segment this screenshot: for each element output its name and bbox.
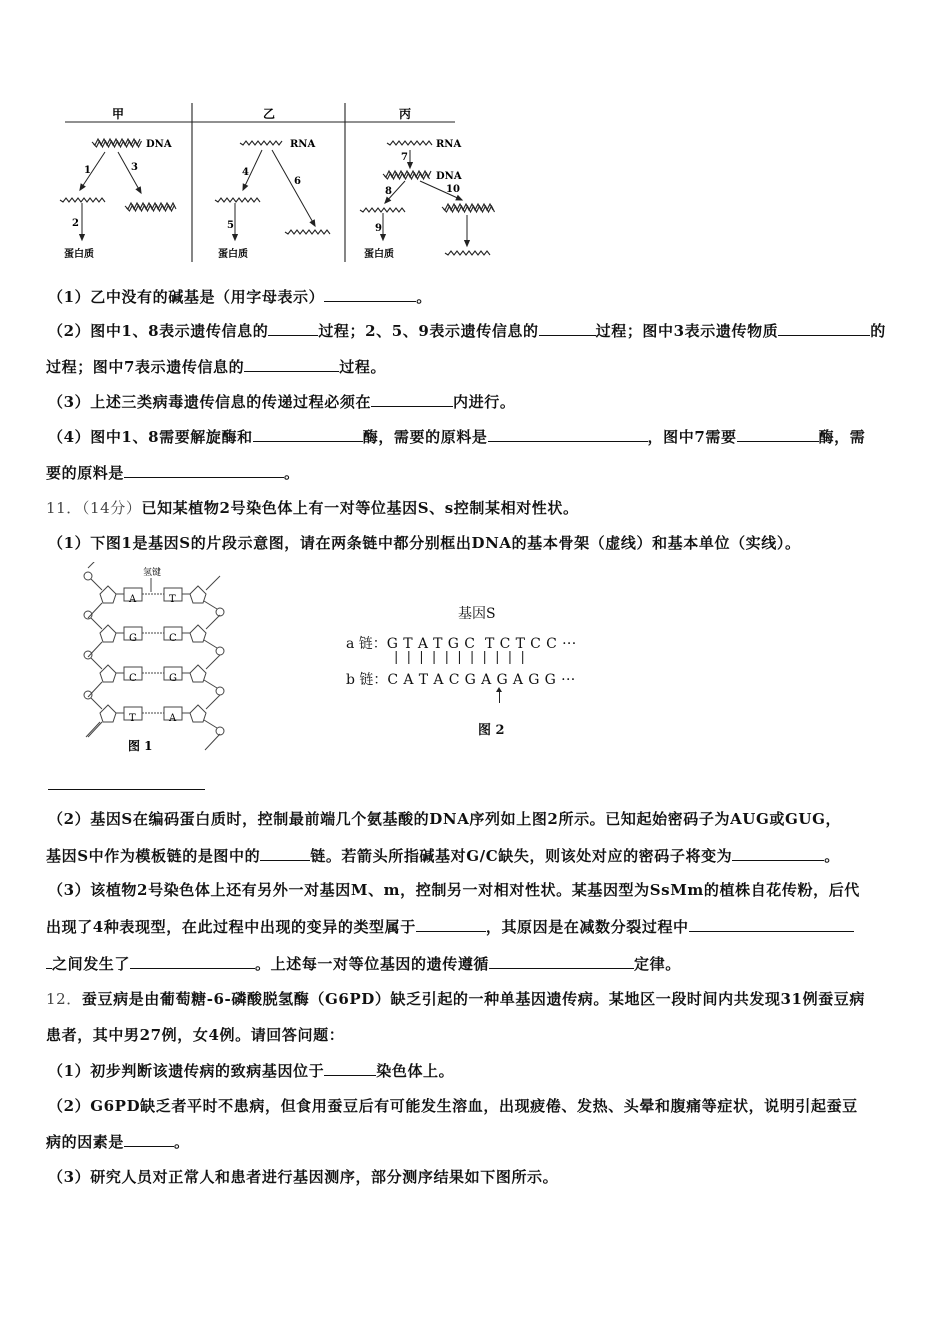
arrow-head-icon bbox=[233, 234, 238, 240]
q10-p2-text: 过程；图中7表示遗传信息的 bbox=[46, 358, 245, 376]
phosphate-icon bbox=[216, 647, 224, 655]
label-protein-jia: 蛋白质 bbox=[64, 249, 94, 260]
q11-p2-text: 链。若箭头所指碱基对G/C缺失，则该处对应的密码子将变为 bbox=[310, 847, 733, 865]
q11-part3-cont bbox=[46, 917, 854, 937]
q11-p3-text: 之间发生了 bbox=[52, 955, 131, 973]
answer-blank[interactable] bbox=[268, 321, 318, 336]
strand-b-label: b 链： bbox=[346, 672, 388, 688]
phosphate-icon bbox=[216, 608, 224, 616]
arrow-head-icon bbox=[243, 184, 247, 190]
arrow bbox=[272, 150, 315, 226]
header-jia: 甲 bbox=[112, 107, 125, 121]
step-9: 9 bbox=[375, 223, 382, 234]
strand-a-sequence: G T A T G C T C T C C ··· bbox=[386, 636, 577, 652]
answer-blank[interactable] bbox=[244, 357, 339, 372]
base-left-3: C bbox=[129, 673, 137, 684]
deoxyribose-icon bbox=[190, 705, 206, 722]
q10-p2-text: （2）图中1、8表示遗传信息的 bbox=[48, 322, 269, 340]
q10-p3-text: （3）上述三类病毒遗传信息的传递过程必须在 bbox=[48, 393, 372, 411]
q11-p3-text: 。上述每一对等位基因的遗传遵循 bbox=[255, 955, 490, 973]
answer-blank[interactable] bbox=[324, 1061, 376, 1076]
answer-blank[interactable] bbox=[260, 846, 310, 861]
dna-strand bbox=[127, 205, 175, 211]
rna-strand bbox=[240, 141, 282, 145]
virus-info-flow-diagram bbox=[0, 0, 520, 270]
bond bbox=[206, 655, 220, 669]
step-10: 10 bbox=[446, 184, 460, 195]
q12-p2-text: 病的因素是 bbox=[46, 1133, 125, 1151]
answer-blank[interactable] bbox=[416, 917, 486, 932]
bond bbox=[204, 720, 217, 728]
q10-p4-text: 酶，需 bbox=[818, 428, 866, 446]
q11-stem bbox=[46, 498, 579, 518]
answer-line[interactable] bbox=[48, 789, 205, 790]
label-rna-yi: RNA bbox=[290, 139, 316, 150]
base-left-4: T bbox=[129, 713, 136, 724]
q11-part2: （2）基因S在编码蛋白质时，控制最前端几个氨基酸的DNA序列如上图2所示。已知起始密码子为AUG或GUG， bbox=[48, 810, 842, 828]
base-right-3: G bbox=[169, 673, 177, 684]
bond bbox=[91, 618, 102, 629]
step-7: 7 bbox=[401, 152, 408, 163]
q12-part1 bbox=[48, 1061, 454, 1081]
answer-blank[interactable] bbox=[689, 917, 854, 932]
step-3: 3 bbox=[131, 162, 138, 173]
bond bbox=[88, 722, 102, 737]
bond bbox=[91, 698, 102, 709]
base-left-1: A bbox=[129, 594, 137, 605]
bond bbox=[91, 658, 102, 669]
arrow-head-icon bbox=[80, 234, 85, 240]
bond bbox=[86, 722, 100, 737]
q11-part2-cont bbox=[46, 846, 840, 866]
q10-part4 bbox=[48, 427, 865, 447]
step-6: 6 bbox=[294, 176, 301, 187]
rna-strand bbox=[285, 230, 330, 234]
q10-part3 bbox=[48, 392, 515, 412]
q10-p2-text: 的 bbox=[870, 322, 886, 340]
answer-blank[interactable] bbox=[324, 287, 416, 302]
q11-p2-text: 基因S中作为模板链的是图中的 bbox=[46, 847, 261, 865]
q10-part2 bbox=[48, 321, 886, 341]
figure-1-caption: 图 1 bbox=[128, 739, 153, 753]
answer-blank[interactable] bbox=[488, 427, 648, 442]
header-yi: 乙 bbox=[263, 107, 276, 121]
arrow-head-icon bbox=[465, 240, 470, 246]
q10-part4-cont bbox=[46, 463, 300, 483]
deoxyribose-icon bbox=[100, 705, 116, 722]
bond bbox=[206, 576, 220, 590]
q10-part1 bbox=[48, 287, 432, 307]
base-right-1: T bbox=[169, 594, 176, 605]
rna-strand bbox=[215, 198, 260, 202]
q11-p3-text: ，其原因是在减数分裂过程中 bbox=[485, 918, 689, 936]
q12-stem-cont: 患者，其中男27例，女4例。请回答问题： bbox=[46, 1026, 345, 1044]
question-number: 12． bbox=[46, 990, 82, 1008]
bond bbox=[88, 642, 102, 657]
answer-blank[interactable] bbox=[539, 321, 596, 336]
q12-p1-text: 染色体上。 bbox=[376, 1062, 455, 1080]
label-protein-bing: 蛋白质 bbox=[364, 249, 394, 260]
question-score: （14分） bbox=[81, 499, 142, 517]
q12-p2-text: 。 bbox=[174, 1133, 190, 1151]
bond bbox=[206, 695, 220, 709]
q10-p2-text: 过程；图中3表示遗传物质 bbox=[595, 322, 779, 340]
phosphate-icon bbox=[216, 687, 224, 695]
q10-p4-text: （4）图中1、8需要解旋酶和 bbox=[48, 428, 253, 446]
step-1: 1 bbox=[84, 165, 91, 176]
label-dna-bing: DNA bbox=[436, 171, 462, 182]
step-5: 5 bbox=[227, 220, 234, 231]
phosphate-icon bbox=[216, 727, 224, 735]
answer-blank[interactable] bbox=[124, 1132, 174, 1147]
deoxyribose-icon bbox=[190, 586, 206, 603]
bond bbox=[204, 680, 217, 688]
answer-blank[interactable] bbox=[371, 392, 453, 407]
answer-blank[interactable] bbox=[732, 846, 824, 861]
q12-part3: （3）研究人员对正常人和患者进行基因测序，部分测序结果如下图所示。 bbox=[48, 1168, 559, 1186]
arrow-head-icon bbox=[310, 220, 315, 226]
arrow-head-icon bbox=[381, 234, 386, 240]
q10-p2-text: 过程。 bbox=[339, 358, 387, 376]
figure-2-caption: 图 2 bbox=[478, 723, 505, 738]
phosphate-icon bbox=[84, 572, 92, 580]
q10-p3-text: 内进行。 bbox=[453, 393, 516, 411]
answer-blank[interactable] bbox=[253, 427, 363, 442]
strand-a-label: a 链： bbox=[346, 636, 387, 652]
answer-blank[interactable] bbox=[124, 463, 284, 478]
base-left-2: G bbox=[129, 633, 137, 644]
deoxyribose-icon bbox=[190, 625, 206, 642]
deoxyribose-icon bbox=[100, 625, 116, 642]
header-bing: 丙 bbox=[399, 107, 412, 121]
q11-p3-text: 定律。 bbox=[634, 955, 681, 973]
label-dna-jia: DNA bbox=[146, 139, 172, 150]
base-right-4: A bbox=[169, 713, 177, 724]
q11-part3: （3）该植物2号染色体上还有另外一对基因M、m，控制另一对相对性状。某基因型为SsMm的植株自花传粉，后代 bbox=[48, 881, 860, 899]
base-pair-bars: | | | | | | | | | | | bbox=[394, 650, 525, 665]
arrow-head-icon bbox=[408, 162, 413, 168]
bond bbox=[88, 562, 98, 568]
answer-blank[interactable] bbox=[489, 954, 634, 969]
strand-b-sequence: C A T A C G A G A G G ··· bbox=[387, 672, 576, 688]
q10-part2-cont bbox=[46, 357, 386, 377]
q10-p4-text: 酶，需要的原料是 bbox=[362, 428, 488, 446]
q10-p1-text: （1）乙中没有的碱基是（用字母表示） bbox=[48, 288, 325, 306]
q11-p3-text: 出现了4种表现型，在此过程中出现的变异的类型属于 bbox=[46, 918, 416, 936]
dna-strand bbox=[94, 141, 142, 147]
rna-strand bbox=[60, 198, 105, 202]
step-2: 2 bbox=[72, 218, 79, 229]
q12-stem-text: 蚕豆病是由葡萄糖-6-磷酸脱氢酶（G6PD）缺乏引起的一种单基因遗传病。某地区一段时间内共发现31例蚕豆病 bbox=[81, 990, 865, 1008]
arrow-head-icon bbox=[136, 187, 141, 193]
deoxyribose-icon bbox=[100, 586, 116, 603]
phosphate-icon bbox=[84, 651, 92, 659]
step-4: 4 bbox=[242, 167, 249, 178]
step-8: 8 bbox=[385, 186, 392, 197]
phosphate-icon bbox=[84, 691, 92, 699]
strand-b bbox=[346, 669, 576, 689]
answer-blank[interactable] bbox=[130, 954, 255, 969]
bond bbox=[205, 734, 220, 750]
hbond-label: 氢键 bbox=[143, 568, 162, 578]
rna-strand bbox=[445, 251, 490, 255]
q12-part2: （2）G6PD缺乏者平时不患病，但食用蚕豆后有可能发生溶血，出现疲倦、发热、头晕和腹痛等症状，说明引起蚕豆 bbox=[48, 1097, 858, 1115]
q10-p1-end: 。 bbox=[416, 288, 432, 306]
q11-part3-cont2 bbox=[46, 954, 681, 974]
arrow-head-icon bbox=[80, 184, 85, 190]
question-number: 11． bbox=[46, 499, 82, 517]
figure-1-dna-structure bbox=[80, 562, 240, 757]
q10-p4-text: 。 bbox=[284, 464, 300, 482]
bond bbox=[204, 601, 217, 609]
bond bbox=[206, 615, 220, 629]
bond bbox=[88, 603, 102, 618]
q11-part1: （1）下图1是基因S的片段示意图，请在两条链中都分别框出DNA的基本骨架（虚线）和基本单位（实线）。 bbox=[48, 534, 801, 552]
label-rna-bing: RNA bbox=[436, 139, 462, 150]
rna-strand bbox=[360, 208, 405, 212]
base-right-2: C bbox=[169, 633, 177, 644]
q10-p2-text: 过程；2、5、9表示遗传信息的 bbox=[318, 322, 539, 340]
bond bbox=[88, 682, 102, 697]
answer-blank[interactable] bbox=[737, 427, 819, 442]
arrow-head-icon bbox=[456, 196, 462, 200]
q12-stem bbox=[46, 989, 865, 1009]
deoxyribose-icon bbox=[100, 665, 116, 682]
figure-2-title: 基因S bbox=[458, 606, 496, 622]
label-protein-yi: 蛋白质 bbox=[218, 249, 248, 260]
q11-p2-text: 。 bbox=[824, 847, 840, 865]
deoxyribose-icon bbox=[190, 665, 206, 682]
bond bbox=[204, 640, 217, 648]
q10-p4-text: ，图中7需要 bbox=[647, 428, 737, 446]
q12-part2-cont bbox=[46, 1132, 190, 1152]
rna-strand bbox=[387, 141, 432, 145]
bond bbox=[91, 579, 102, 590]
q11-stem-text: 已知某植物2号染色体上有一对等位基因S、s控制某相对性状。 bbox=[141, 499, 579, 517]
q10-p4-text: 要的原料是 bbox=[46, 464, 125, 482]
answer-blank[interactable] bbox=[778, 321, 870, 336]
q12-p1-text: （1）初步判断该遗传病的致病基因位于 bbox=[48, 1062, 325, 1080]
